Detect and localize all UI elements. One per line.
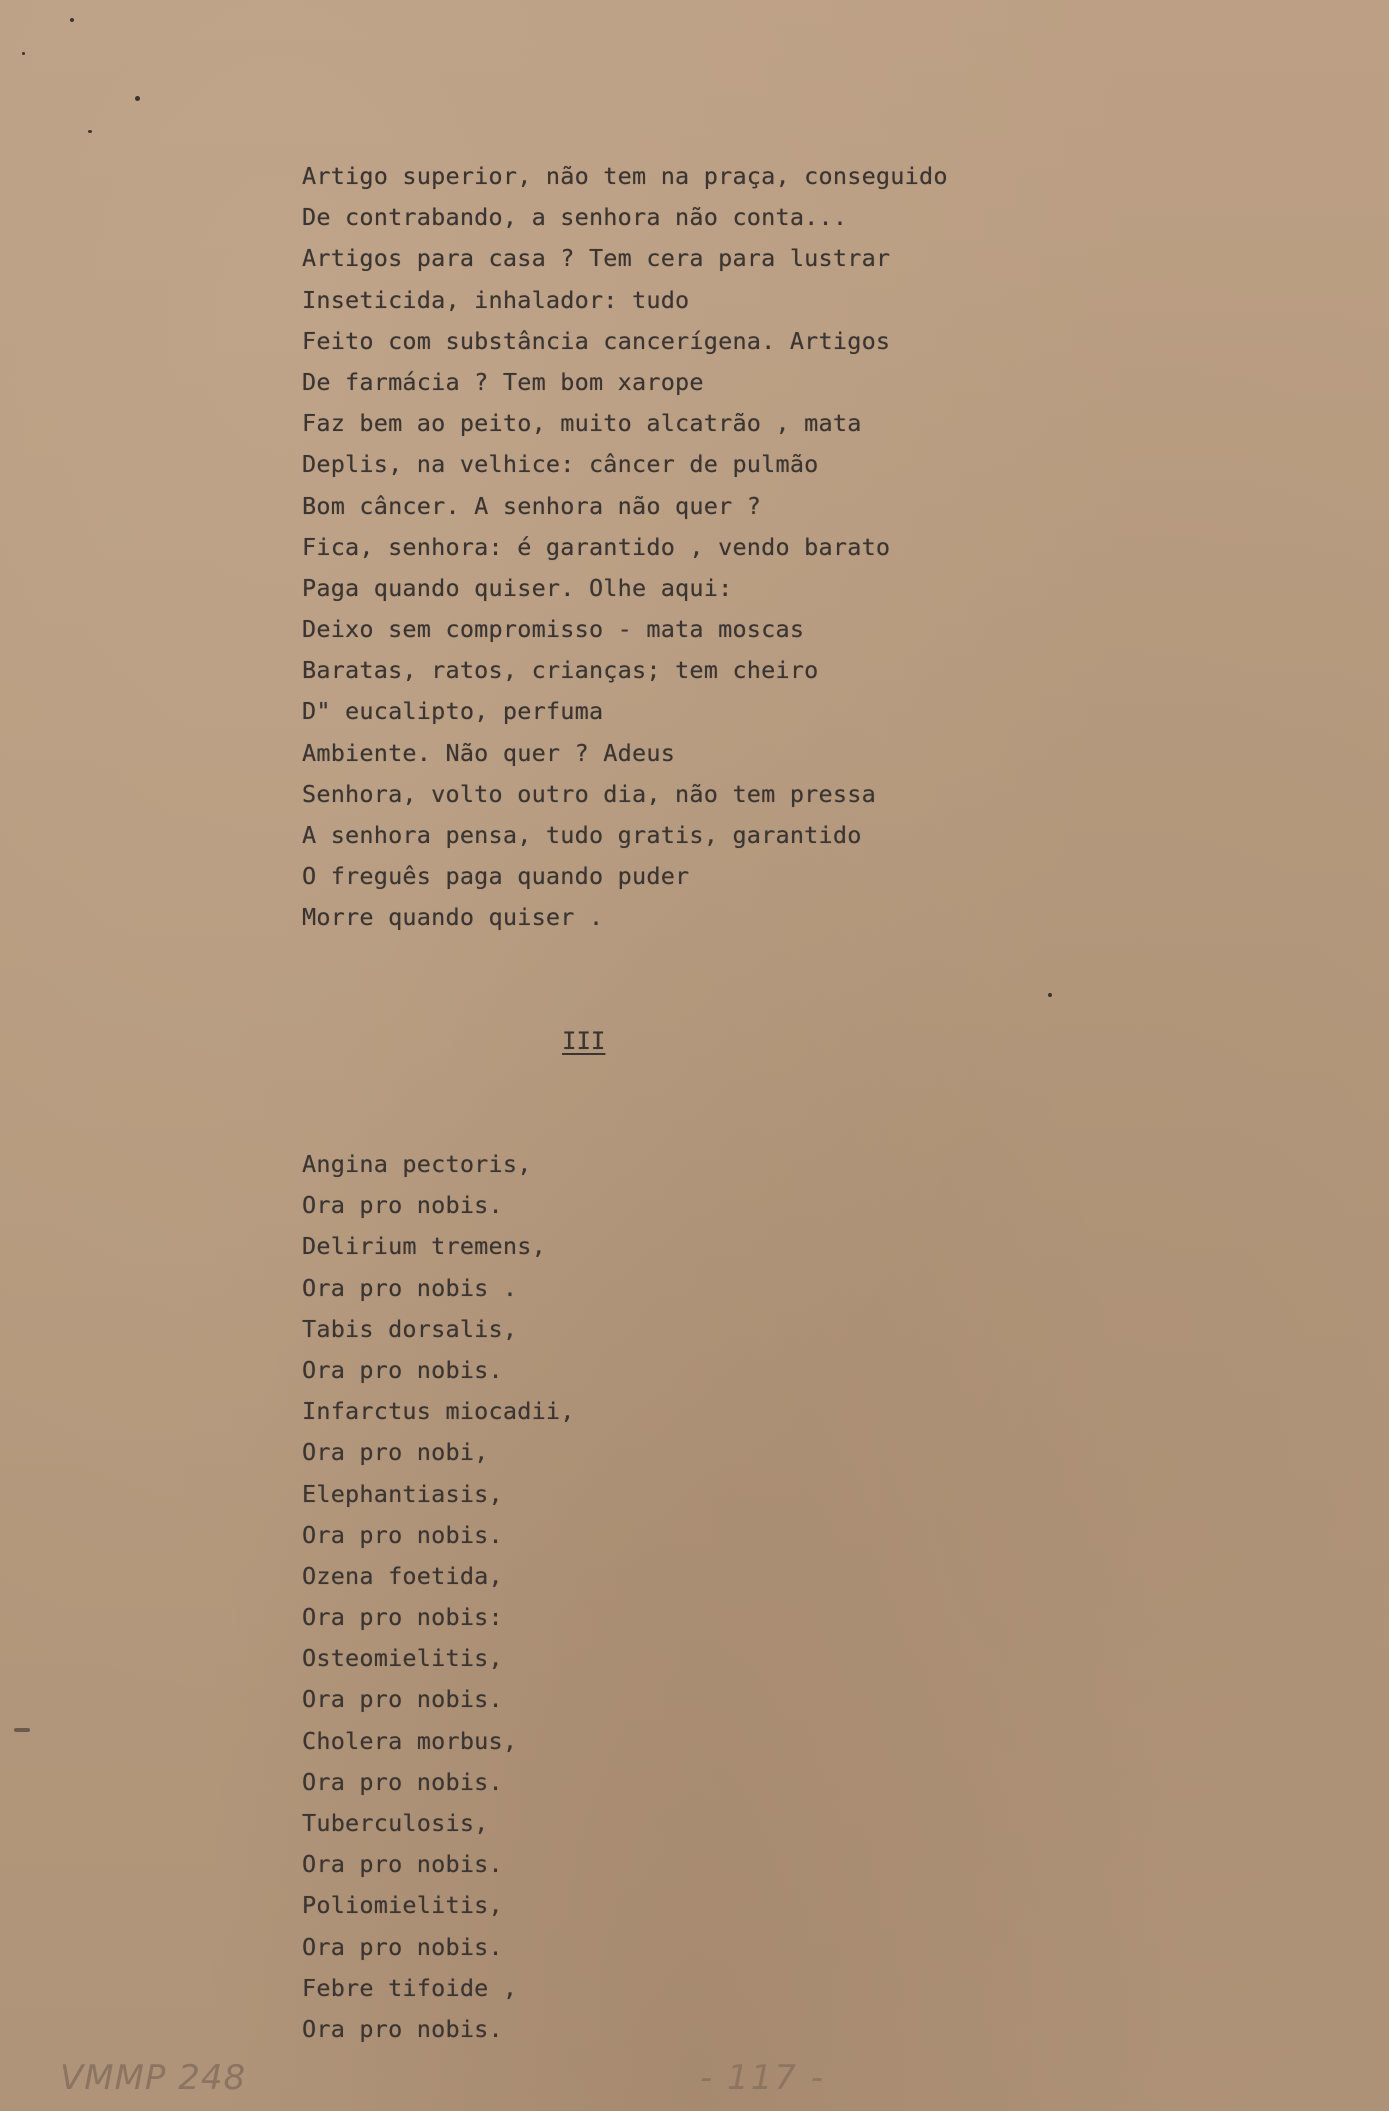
verse-line: Poliomielitis, — [302, 1891, 503, 1920]
verse-line: Baratas, ratos, crianças; tem cheiro — [302, 656, 819, 685]
page-number: - 117 - — [700, 2058, 826, 2098]
verse-line: Senhora, volto outro dia, não tem pressa — [302, 779, 876, 808]
paper-speck — [88, 130, 92, 133]
verse-line: Ora pro nobis. — [302, 1932, 503, 1961]
paper-speck — [22, 52, 25, 55]
verse-line: Delirium tremens, — [302, 1232, 546, 1261]
verse-line: Ora pro nobis. — [302, 1850, 503, 1879]
paper-speck — [1048, 993, 1052, 997]
verse-line: D" eucalipto, perfuma — [302, 697, 604, 726]
verse-line: O freguês paga quando puder — [302, 862, 690, 891]
verse-line: Faz bem ao peito, muito alcatrão , mata — [302, 409, 862, 438]
verse-line: A senhora pensa, tudo gratis, garantido — [302, 821, 862, 849]
verse-line: Febre tifoide , — [302, 1973, 518, 2002]
verse-line: Fica, senhora: é garantido , vendo barato — [302, 532, 891, 561]
verse-line: Tuberculosis, — [302, 1809, 489, 1837]
verse-line: Artigo superior, não tem na praça, conseguido — [302, 162, 948, 190]
stanza-two — [302, 1144, 575, 2050]
verse-line: Ora pro nobis. — [302, 1767, 503, 1796]
verse-line: Morre quando quiser . — [302, 903, 604, 932]
verse-line: Ozena foetida, — [302, 1561, 503, 1590]
section-title: III — [562, 1027, 606, 1055]
verse-line: Angina pectoris, — [302, 1150, 532, 1178]
verse-line: De farmácia ? Tem bom xarope — [302, 367, 704, 396]
verse-line: Bom câncer. A senhora não quer ? — [302, 491, 762, 520]
verse-line: Ora pro nobis . — [302, 1273, 518, 1302]
archive-mark: VMMP 248 — [60, 2058, 247, 2098]
verse-line: Feito com substância cancerígena. Artigos — [302, 326, 891, 355]
verse-line: Deixo sem compromisso - mata moscas — [302, 615, 805, 644]
verse-line: Infarctus miocadii, — [302, 1397, 575, 1426]
verse-line: Ora pro nobis. — [302, 2014, 503, 2043]
paper-speck — [135, 96, 140, 101]
verse-line: Cholera morbus, — [302, 1726, 518, 1755]
verse-line: Elephantiasis, — [302, 1479, 503, 1508]
verse-line: Ora pro nobis. — [302, 1355, 503, 1384]
verse-line: De contrabando, a senhora não conta... — [302, 203, 848, 232]
verse-line: Deplis, na velhice: câncer de pulmão — [302, 450, 819, 479]
verse-line: Tabis dorsalis, — [302, 1314, 518, 1343]
paper-speck — [70, 18, 74, 22]
stanza-one — [302, 156, 948, 939]
verse-line: Inseticida, inhalador: tudo — [302, 285, 690, 314]
paper-speck — [14, 1728, 30, 1732]
verse-line: Osteomielitis, — [302, 1644, 503, 1673]
verse-line: Ora pro nobis: — [302, 1603, 503, 1632]
verse-line: Ora pro nobis. — [302, 1191, 503, 1220]
verse-line: Ora pro nobis. — [302, 1520, 503, 1549]
verse-line: Ambiente. Não quer ? Adeus — [302, 738, 676, 767]
verse-line: Ora pro nobis. — [302, 1685, 503, 1714]
verse-line: Artigos para casa ? Tem cera para lustrar — [302, 244, 891, 273]
verse-line: Ora pro nobi, — [302, 1438, 489, 1467]
verse-line: Paga quando quiser. Olhe aqui: — [302, 573, 733, 602]
